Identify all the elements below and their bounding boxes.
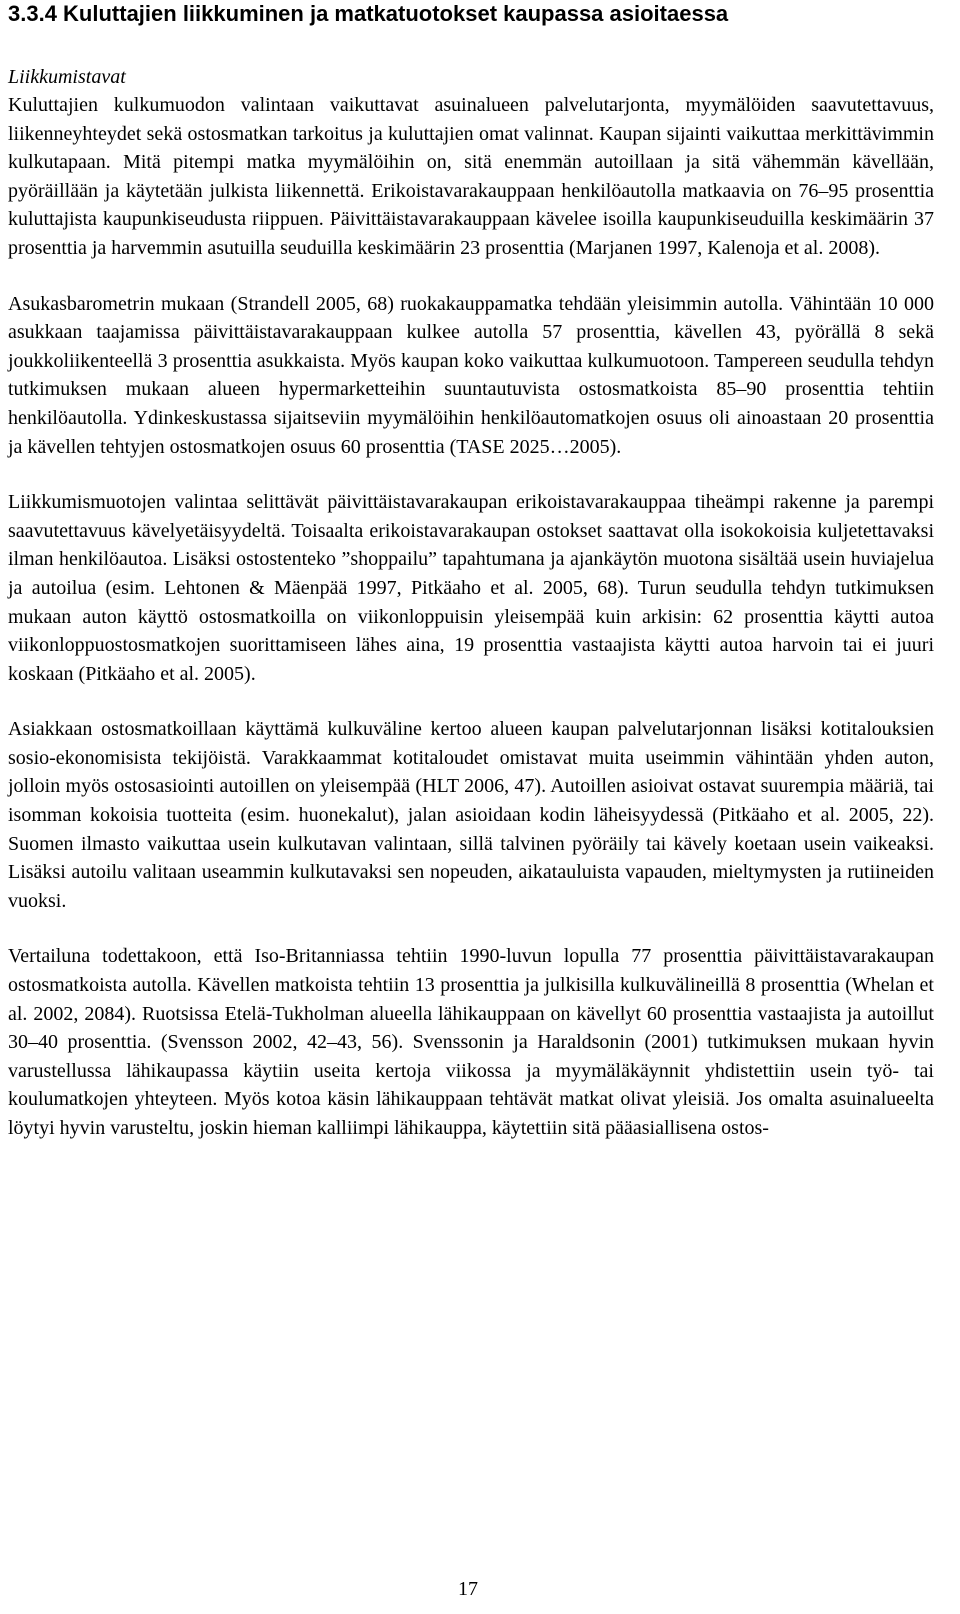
document-page: [8, 0, 934, 1143]
paragraph-3: Liikkumismuotojen valintaa selittävät päivittäistavarakaupan erikoistavarakauppaa tiheämpi rakenne ja parempi saavutettavuus kävelyetäisyydeltä. Toisaalta erikoistavarakaupan ostokset saattavat olla isokokoisia kuljetettavaksi ilman henkilöautoa. Lisäksi ostostenteko ”shoppailu” tapahtumana ja ajankäytön muotona sisältää usein huviajelua ja autoilua (esim. Lehtonen & Mäenpää 1997, Pitkäaho et al. 2005, 68). Turun seudulla tehdyn tutkimuksen mukaan auton käyttö ostosmatkoilla on viikonloppuisin yleisempää kuin arkisin: 62 prosenttia käytti autoa viikonloppuostosmatkojen suorittamiseen lähes aina, 19 prosenttia vastaajista käytti autoa harvoin tai ei juuri koskaan (Pitkäaho et al. 2005).: [8, 491, 934, 685]
paragraph-5: Vertailuna todettakoon, että Iso-Britanniassa tehtiin 1990-luvun lopulla 77 prosenttia päivittäistavarakaupan ostosmatkoista autolla. Kävellen matkoista tehtiin 13 prosenttia ja julkisilla kulkuvälineillä 8 prosenttia (Whelan et al. 2002, 2084). Ruotsissa Etelä-Tukholman alueella lähikauppaan on kävellyt 60 prosenttia vastaajista ja autoillut 30–40 prosenttia. (Svensson 2002, 42–43, 56). Svenssonin ja Haraldsonin (2001) tutkimuksen mukaan hyvin varustellussa lähikaupassa käytiin useita kertoja viikossa ja myymäläkäynnit yhdistettiin usein työ- tai koulumatkojen yhteyteen. Myös kotoa käsin lähikauppaan tehtävät matkat olivat yleisiä. Jos omalta asuinalueelta löytyi hyvin varusteltu, joskin hieman kalliimpi lähikauppa, käytettiin sitä pääasiallisena ostos-: [8, 945, 934, 1139]
paragraph-1: Kuluttajien kulkumuodon valintaan vaikuttavat asuinalueen palvelutarjonta, myymälöiden saavutettavuus, liikenneyhteydet sekä ostosmatkan tarkoitus ja kuluttajien omat valinnat. Kaupan sijainti vaikuttaa merkittävimmin kulkutapaan. Mitä pitempi matka myymälöihin on, sitä enemmän autoillaan ja sitä vähemmän kävellään, pyöräillään ja käytetään julkista liikennettä. Erikoistavarakauppaan henkilöautolla matkaavia on 76–95 prosenttia kuluttajista kaupunkiseudusta riippuen. Päivittäistavarakauppaan kävelee isoilla kaupunkiseuduilla keskimäärin 37 prosenttia ja harvemmin asutuilla seuduilla keskimäärin 23 prosenttia (Marjanen 1997, Kalenoja et al. 2008).: [8, 94, 934, 259]
paragraph-2: Asukasbarometrin mukaan (Strandell 2005, 68) ruokakauppamatka tehdään yleisimmin autolla. Vähintään 10 000 asukkaan taajamissa päivittäistavarakauppaan kulkee autolla 57 prosenttia, kävellen 43, pyörällä 8 sekä joukkoliikenteellä 3 prosenttia asukkaista. Myös kaupan koko vaikuttaa kulkumuotoon. Tampereen seudulla tehdyn tutkimuksen mukaan alueen hypermarketteihin suuntautuvista ostosmatkoista 85–90 prosenttia tehtiin henkilöautolla. Ydinkeskustassa sijaitseviin myymälöihin henkilöautomatkojen osuus oli ainoastaan 20 prosenttia ja kävellen tehtyjen ostosmatkojen osuus 60 prosenttia (TASE 2025…2005).: [8, 292, 934, 458]
section-heading: 3.3.4 Kuluttajien liikkuminen ja matkatuotokset kaupassa asioitaessa: [8, 1, 729, 26]
paragraph-4: Asiakkaan ostosmatkoillaan käyttämä kulkuväline kertoo alueen kaupan palvelutarjonnan lisäksi kotitalouksien sosio-ekonomisista tekijöistä. Varakkaammat kotitaloudet omistavat muita useimmin vähintään yhden auton, jolloin myös ostosasiointi autoillen on yleisempää (HLT 2006, 47). Autoillen asioivat ostavat suurempia määriä, tai isomman kokoisia tuotteita (esim. huonekalut), jalan asioidaan kodin läheisyydessä (Pitkäaho et al. 2005, 22). Suomen ilmasto vaikuttaa usein kulkutavan valintaan, sillä talvinen pyöräily tai kävely koetaan usein vaikeaksi. Lisäksi autoilu valitaan useammin kulkutavaksi sen nopeuden, aikatauluista vapauden, mieltymysten ja rutiineiden vuoksi.: [8, 718, 934, 912]
page-number: 17: [458, 1578, 478, 1600]
subheading: Liikkumistavat: [8, 66, 126, 88]
